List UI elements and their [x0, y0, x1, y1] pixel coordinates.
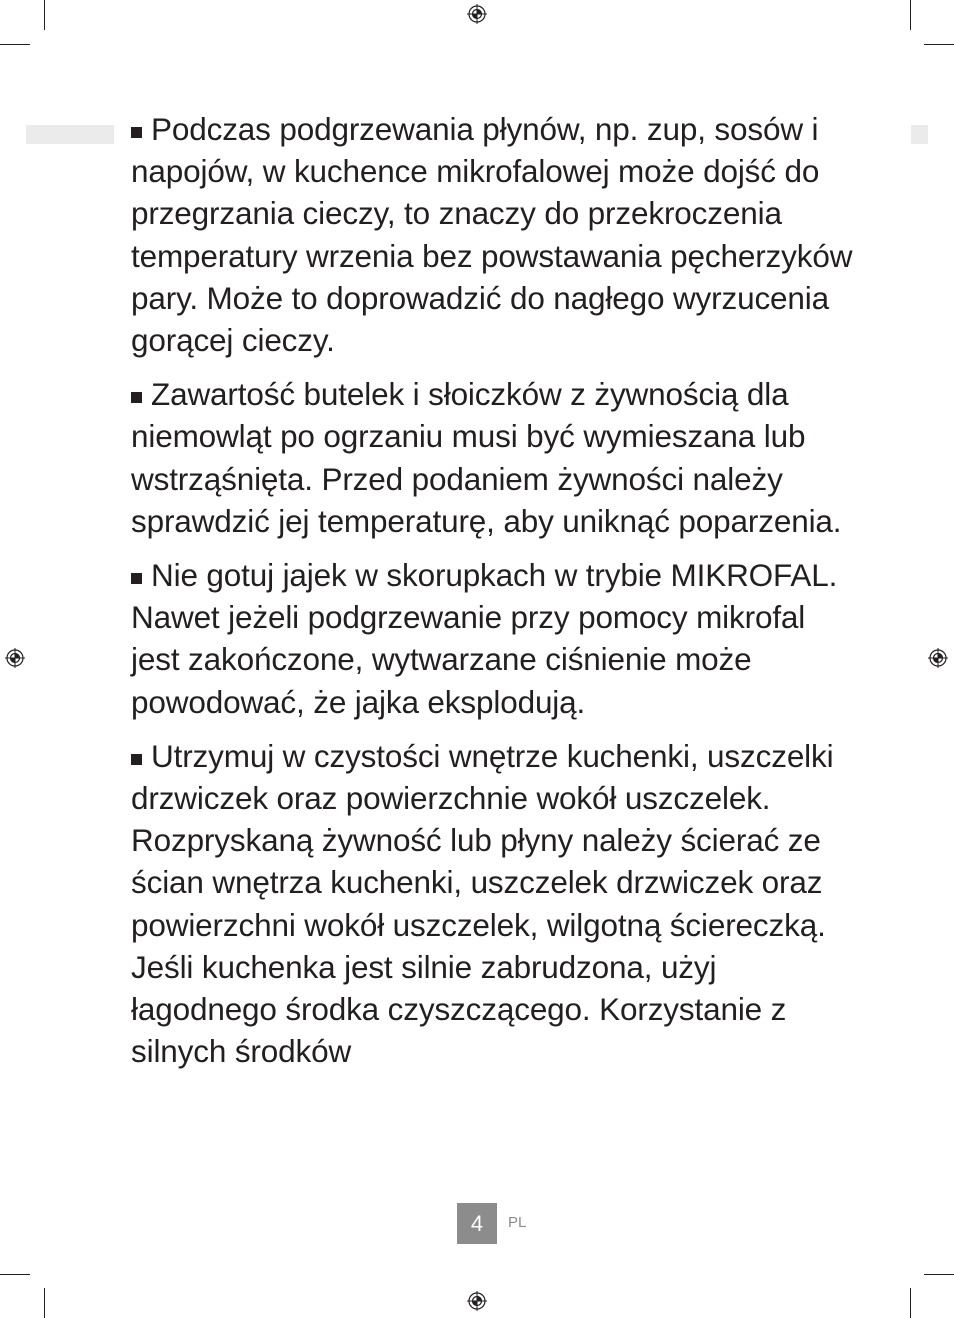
paragraph-text: Zawartość butelek i słoiczków z żywnością dla niemowląt po ogrzaniu musi być wymieszana lub wstrząśnięta. Przed podaniem żywności należy sprawdzić jej temperaturę, aby uniknąć poparzenia. — [131, 376, 842, 539]
crop-mark — [44, 0, 45, 30]
instruction-paragraph — [131, 735, 856, 1073]
page-number: 4 — [457, 1203, 497, 1244]
crop-mark — [44, 1288, 45, 1318]
section-tab-marker — [911, 125, 928, 144]
instruction-paragraph — [131, 554, 856, 723]
paragraph-text: Nie gotuj jajek w skorupkach w trybie MIKROFAL. Nawet jeżeli podgrzewanie przy pomocy mikrofal jest zakończone, wytwarzane ciśnienie może powodować, że jajka eksplodują. — [131, 557, 838, 720]
language-code: PL — [508, 1214, 527, 1231]
crop-mark — [0, 44, 30, 45]
square-bullet-icon — [131, 392, 142, 403]
crop-mark — [924, 1274, 954, 1275]
instruction-paragraph — [131, 373, 856, 542]
safety-instructions — [131, 108, 856, 1084]
paragraph-text: Podczas podgrzewania płynów, np. zup, sosów i napojów, w kuchence mikrofalowej może dojść do przegrzania cieczy, to znaczy do przekroczenia temperatury wrzenia bez powstawania pęcherzyków pary. Może to doprowadzić do nagłego wyrzucenia gorącej cieczy. — [131, 111, 853, 359]
section-tab-marker — [26, 125, 114, 144]
paragraph-text: Utrzymuj w czystości wnętrze kuchenki, uszczelki drzwiczek oraz powierzchnie wokół uszczelek. Rozpryskaną żywność lub płyny należy ścierać ze ścian wnętrza kuchenki, uszczelek drzwiczek oraz powierzchni wokół uszczelek, wilgotną ściereczką. Jeśli kuchenka jest silnie zabrudzona, użyj łagodnego środka czyszczącego. Korzystanie z silnych środków — [131, 737, 834, 1070]
crop-mark — [924, 44, 954, 45]
registration-mark-icon — [928, 648, 948, 668]
instruction-paragraph — [131, 108, 856, 361]
registration-mark-icon — [5, 648, 25, 668]
square-bullet-icon — [131, 127, 142, 138]
registration-mark-icon — [467, 4, 487, 24]
crop-mark — [910, 0, 911, 30]
registration-mark-icon — [467, 1291, 487, 1311]
square-bullet-icon — [131, 573, 142, 584]
square-bullet-icon — [131, 754, 142, 765]
crop-mark — [910, 1288, 911, 1318]
crop-mark — [0, 1274, 30, 1275]
